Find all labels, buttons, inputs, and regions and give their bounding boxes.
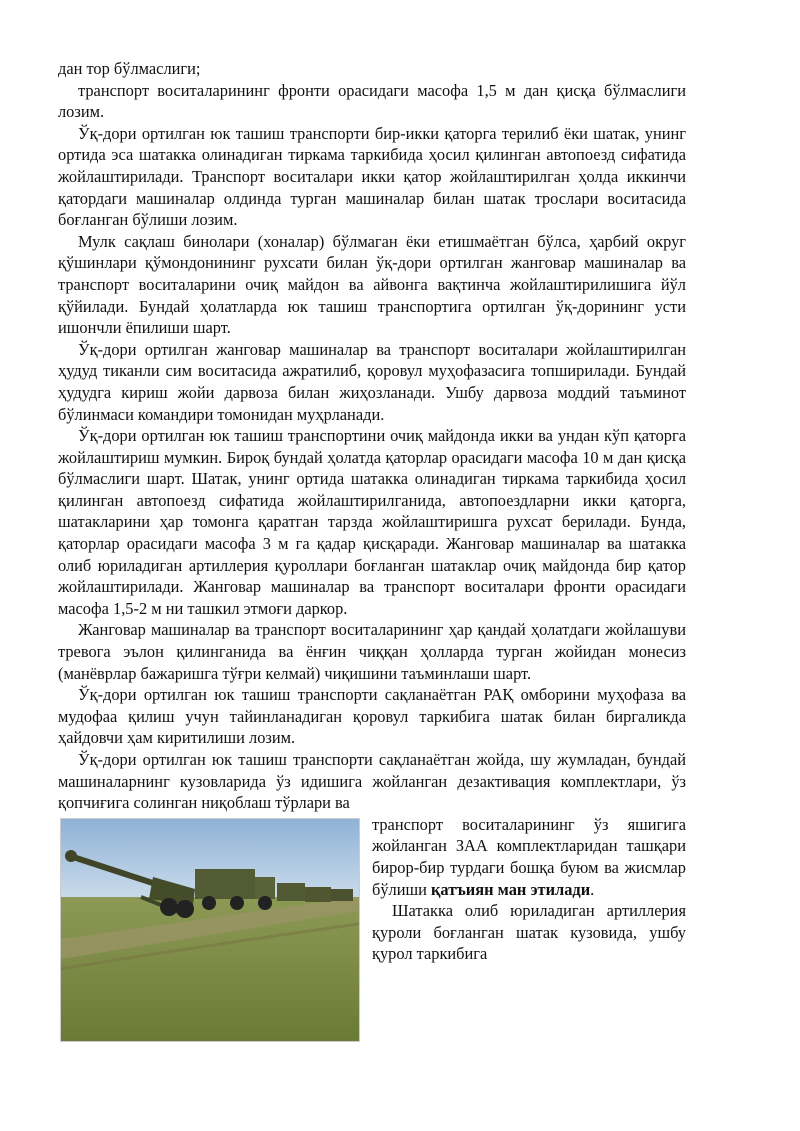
artillery-photo <box>60 818 360 1042</box>
paragraph: Жанговар машиналар ва транспорт воситаларининг ҳар қандай ҳолатдаги жойлашуви тревога эълон қилинганида ва ёнғин чиққан ҳолларда турган жойидан монесиз (манёврлар бажаришга тўғри келмай) чиқишини таъминлаши шарт. <box>58 620 686 683</box>
paragraph: Ўқ-дори ортилган юк ташиш транспорти сақланаётган жойда, шу жумладан, бундай машиналарнинг кузовларида ўз идишига жойланган дезактивация комплектлари, ўз қопчиғига солинган ниқоблаш тўрлари ва <box>58 750 686 813</box>
paragraph: Мулк сақлаш бинолари (хоналар) бўлмаган ёки етишмаётган бўлса, ҳарбий округ қўшинлари қўмондонининг рухсати билан ўқ-дори ортилган жанговар машиналар ва транспорт воситаларини очиқ майдон ва айвонга вақтинча жойлаштирилишига йўл қўйилади. Бундай ҳолатларда юк ташиш транспортига ортилган ўқ-дорининг усти ишончли ёпилиши шарт. <box>58 231 686 338</box>
artillery-convoy-image <box>61 819 359 1041</box>
paragraph: дан тор бўлмаслиги; <box>58 59 201 78</box>
paragraph: Ўқ-дори ортилган юк ташиш транспорти сақланаётган РАҚ омборини муҳофаза ва мудофаа қилиш учун тайинланадиган қоровул таркибига шатак билан биргаликда ҳайдовчи ҳам киритилиши лозим. <box>58 685 686 748</box>
side-text <box>372 814 686 965</box>
paragraph: Ўқ-дори ортилган юк ташиш транспортини очиқ майдонда икки ва ундан кўп қаторга жойлаштириш мумкин. Бироқ бундай ҳолатда қаторлар орасидаги масофа 10 м дан қисқа бўлмаслиги шарт. Шатак, унинг ортида шатакка олинадиган тиркама таркибида ҳосил қилинган автопоезд сифатида жойлаштирилганида, автопоездларни икки қаторга, шатакларини ҳар томонга қаратган тарзда жойлаштиришга рухсат берилади. Бунда, қаторлар орасидаги масофа 3 м га қадар қисқаради. Жанговар машиналар ва шатакка олиб юриладиган артиллерия қуроллари боғланган шатаклар очиқ майдонда бир қатор жойлаштирилади. Жанговар машиналар ва транспорт воситалари фронти орасидаги масофа 1,5-2 м ни ташкил этмоғи даркор. <box>58 426 686 618</box>
period: . <box>590 879 595 899</box>
paragraph: Ўқ-дори ортилган жанговар машиналар ва транспорт воситалари жойлаштирилган ҳудуд тиканли сим воситасида ажратилиб, қоровул муҳофазасига топширилади. Бундай ҳудудга кириш жойи дарвоза билан жиҳозланади. Ушбу дарвоза моддий таъминот бўлинмаси командири томонидан муҳрланади. <box>58 339 686 424</box>
side-paragraph <box>372 814 686 900</box>
image-with-text <box>58 814 686 1014</box>
side-text-run: транспорт воситаларининг ўз яшигига жойланган ЗАА комплектларидан ташқари бирор-бир турдаги бошқа буюм ва жисмлар бўлиши <box>372 814 686 899</box>
body-text <box>58 58 686 1014</box>
paragraph: Ўқ-дори ортилган юк ташиш транспорти бир-икки қаторга терилиб ёки шатак, унинг ортида эса шатакка олинадиган тиркама таркибида ҳосил қилинган автопоезд сифатида жойлаштирилади. Транспорт воситалари икки қатор жойлаштирилган ҳолда иккинчи қатордаги машиналар олдинда турган машиналар билан шатак трослари воситасида боғланган бўлиши лозим. <box>58 123 686 230</box>
emphasis-text: қатъиян ман этилади <box>430 879 591 899</box>
paragraph: транспорт воситаларининг фронти орасидаги масофа 1,5 м дан қисқа бўлмаслиги лозим. <box>58 80 686 122</box>
side-paragraph: Шатакка олиб юриладиган артиллерия қуроли боғланган шатак кузовида, ушбу қурол таркибига <box>372 901 686 964</box>
